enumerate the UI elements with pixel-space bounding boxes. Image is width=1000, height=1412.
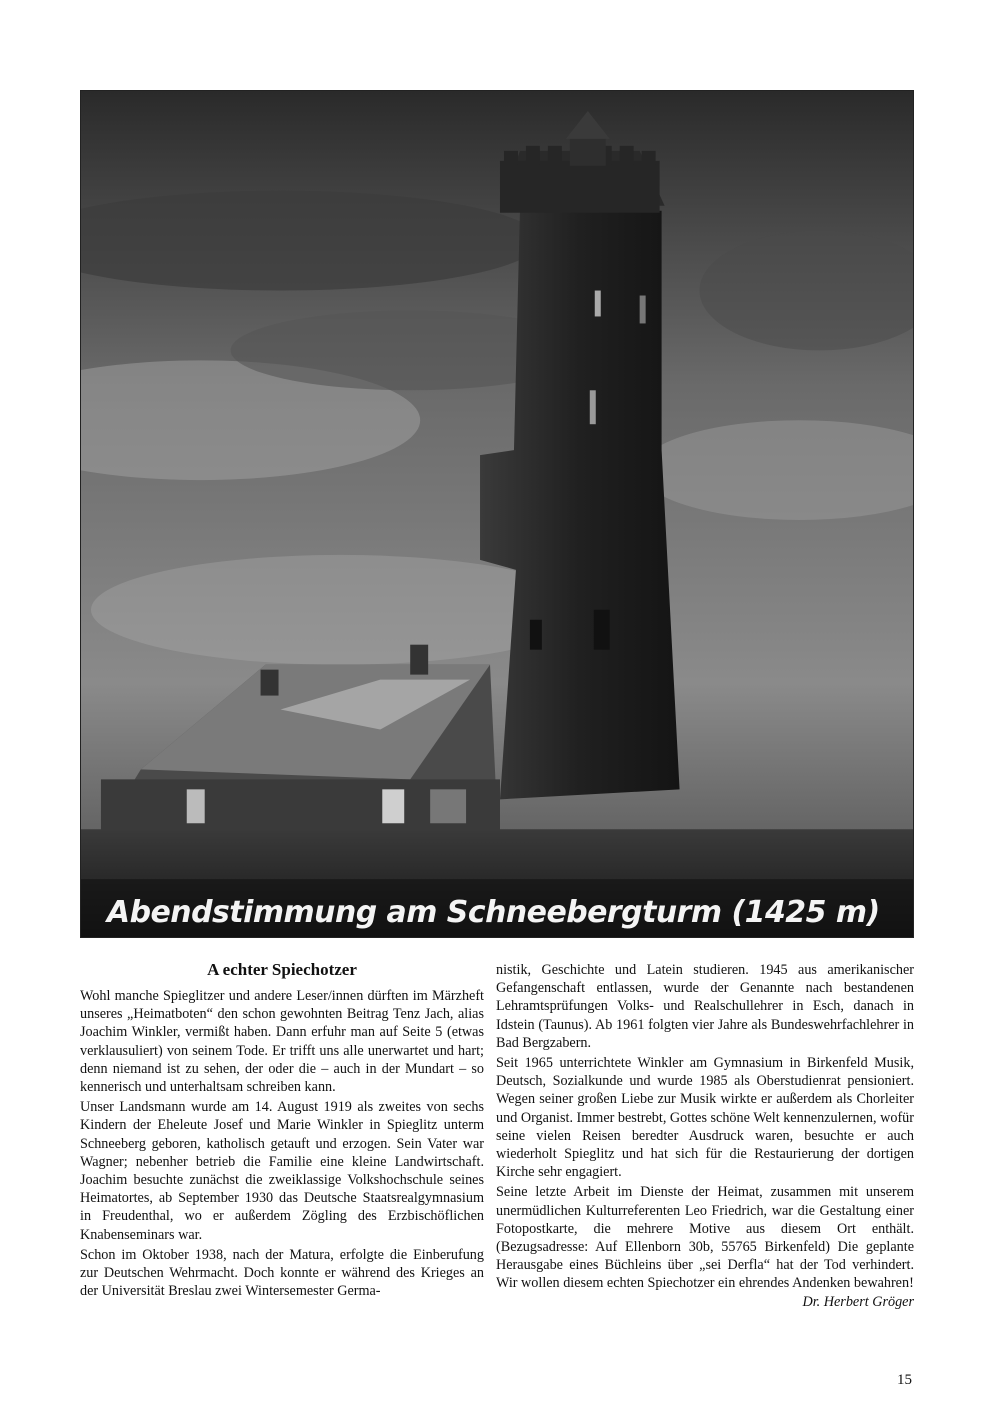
paragraph: Schon im Oktober 1938, nach der Matura, erfolgte die Einberufung zur Deutschen Wehrmacht. Doch konnte er während des Krieges an der Universität Breslau zwei Wintersemester Germa- bbox=[80, 1246, 484, 1300]
article-title: A echter Spiechotzer bbox=[207, 960, 357, 979]
paragraph: nistik, Geschichte und Latein studieren. 1945 aus amerikanischer Gefangenschaft entlassen, wurde der Genannte nach bestandenen Lehramtsprüfungen Volks- und Realschullehrer in Esch, danach in Idstein (Taunus). Ab 1961 folgten vier Jahre als Bundeswehrfachlehrer in Bad Bergzabern. bbox=[496, 962, 914, 1051]
paragraph: Seit 1965 unterrichtete Winkler am Gymnasium in Birkenfeld Musik, Deutsch, Sozialkunde und wurde 1985 als Oberstudienrat pensioniert. Wegen seiner großen Liebe zur Musik wirkte er außerdem als Chorleiter und Organist. Immer bestrebt, Gottes schöne Welt kennenzulernen, wofür seine vielen Reisen beredter Ausdruck waren, besuchte er auch wiederholt Spieglitz und hat sich für die Restaurierung der dortigen Kirche sehr engagiert. bbox=[496, 1055, 914, 1181]
paragraph: Unser Landsmann wurde am 14. August 1919 als zweites von sechs Kindern der Eheleute Josef und Marie Winkler in Spieglitz unterm Schneeberg geboren, katholisch getauft und erzogen. Sein Vater war Wagner; nebenher betrieb die Familie eine kleine Landwirtschaft. Joachim besuchte zunächst die zweiklassige Volkshochschule seines Heimatortes, ab September 1930 das Deutsche Staatsrealgymnasium in Freudenthal, wo er außerdem Zögling des Erzbischöflichen Knabenseminars war. bbox=[80, 1099, 484, 1243]
article-column-right bbox=[496, 961, 914, 1311]
photo bbox=[80, 90, 914, 938]
tower-photo-illustration bbox=[81, 91, 913, 937]
paragraph-text: Seine letzte Arbeit im Dienste der Heimat, zusammen mit unserem unermüdlichen Kulturreferenten Leo Friedrich, war die Gestaltung einer Fotopostkarte, die mehrere Motive aus diesem Ort enthält. (Bezugsadresse: Auf Ellenborn 30b, 55765 Birkenfeld) Die geplante Herausgabe eines Büchleins über „sei Derfla“ hat der Tod verhindert. Wir wollen diesem echten Spiechotzer ein ehrendes Andenken bewahren! bbox=[496, 1184, 914, 1292]
page-number: 15 bbox=[897, 1372, 912, 1388]
article-author: Dr. Herbert Gröger bbox=[802, 1293, 914, 1310]
paragraph: Wohl manche Spieglitzer und andere Leser/innen dürften im Märzheft unseres „Heimatboten“ den schon gewohnten Beitrag Tenz Jach, alias Joachim Winkler, vermißt haben. Dann erfuhr man auf Seite 5 (etwas verklausuliert) von seinem Tode. Er trifft uns alle unerwartet und hart; denn niemand ist zu sehen, der oder die – auch in der Mundart – so kennerisch und unterhaltsam schreiben kann. bbox=[80, 988, 484, 1096]
photo-caption: Abendstimmung am Schneebergturm (1425 m) bbox=[106, 895, 880, 931]
closing-paragraph bbox=[496, 1183, 914, 1310]
article-column-left bbox=[80, 987, 484, 1302]
